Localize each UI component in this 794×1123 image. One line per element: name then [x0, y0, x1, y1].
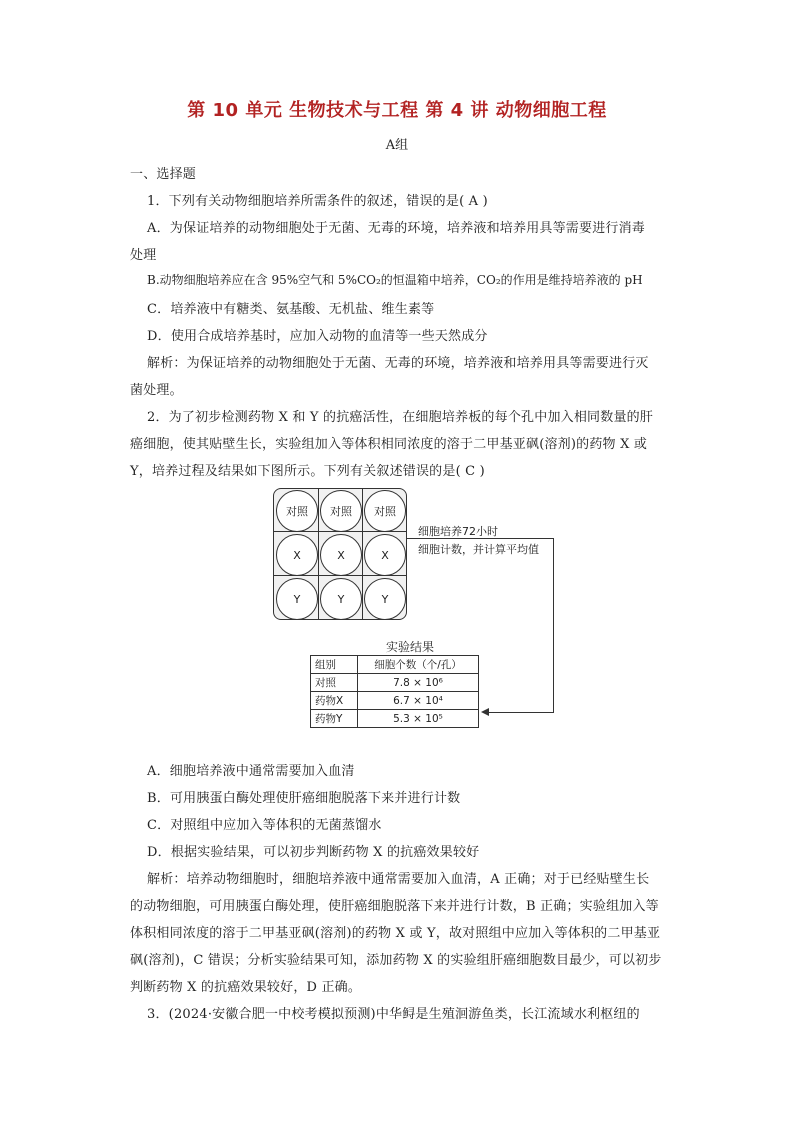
q1-option-b: B.动物细胞培养应在含 95%空气和 5%CO₂的恒温箱中培养，CO₂的作用是维持培养液的 pH [147, 273, 643, 287]
process-note-culture: 细胞培养72小时 [418, 525, 498, 538]
q2-stem: 2．为了初步检测药物 X 和 Y 的抗癌活性，在细胞培养板的每个孔中加入相同数量的肝 [147, 410, 654, 425]
table-cell: 对照 [311, 674, 358, 692]
well-y-1: Y [276, 578, 318, 620]
table-cell: 药物X [311, 692, 358, 710]
q2-analysis-cont-4: 判断药物 X 的抗癌效果较好，D 正确。 [130, 980, 362, 995]
well-y-2: Y [320, 578, 362, 620]
table-row [311, 710, 479, 728]
q2-option-c: C．对照组中应加入等体积的无菌蒸馏水 [147, 818, 382, 833]
process-line-left [488, 712, 554, 713]
table-header-row [311, 656, 479, 674]
result-table [310, 655, 479, 728]
well-x-3: X [364, 534, 406, 576]
table-header-cell: 组别 [311, 656, 358, 674]
well-control-3: 对照 [364, 490, 406, 532]
well-x-2: X [320, 534, 362, 576]
group-label: A组 [385, 138, 409, 153]
process-line-down [553, 538, 554, 712]
well-x-1: X [276, 534, 318, 576]
q1-option-d: D．使用合成培养基时，应加入动物的血清等一些天然成分 [147, 329, 488, 344]
q2-option-a: A．细胞培养液中通常需要加入血清 [147, 764, 355, 779]
process-line [407, 538, 553, 539]
experiment-figure [268, 486, 558, 741]
page-title: 第 10 单元 生物技术与工程 第 4 讲 动物细胞工程 [187, 100, 607, 121]
q2-option-d: D．根据实验结果，可以初步判断药物 X 的抗癌效果较好 [147, 845, 480, 860]
q2-stem-cont-1: 癌细胞，使其贴壁生长，实验组加入等体积相同浓度的溶于二甲基亚砜(溶剂)的药物 X 或 [130, 437, 648, 452]
well-control-1: 对照 [276, 490, 318, 532]
process-note-count: 细胞计数，并计算平均值 [418, 543, 539, 556]
result-title: 实验结果 [385, 640, 434, 654]
q1-option-a-cont: 处理 [130, 248, 157, 263]
q2-analysis-cont-1: 的动物细胞，可用胰蛋白酶处理，使肝癌细胞脱落下来并进行计数，B 正确；实验组加入等 [130, 899, 659, 914]
table-header-cell: 细胞个数（个/孔） [358, 656, 479, 674]
q1-option-c: C．培养液中有糖类、氨基酸、无机盐、维生素等 [147, 302, 435, 317]
q2-option-b: B．可用胰蛋白酶处理使肝癌细胞脱落下来并进行计数 [147, 791, 461, 806]
arrow-head-icon [481, 708, 489, 716]
well-control-2: 对照 [320, 490, 362, 532]
table-row [311, 692, 479, 710]
culture-plate [273, 488, 407, 620]
table-cell: 药物Y [311, 710, 358, 728]
q1-analysis: 解析：为保证培养的动物细胞处于无菌、无毒的环境，培养液和培养用具等需要进行灭 [147, 356, 649, 371]
q3-stem: 3．(2024·安徽合肥一中校考模拟预测)中华鲟是生殖洄游鱼类，长江流域水利枢纽的 [147, 1007, 640, 1022]
q2-analysis: 解析：培养动物细胞时，细胞培养液中通常需要加入血清，A 正确；对于已经贴壁生长 [147, 872, 650, 887]
q2-analysis-cont-2: 体积相同浓度的溶于二甲基亚砜(溶剂)的药物 X 或 Y，故对照组中应加入等体积的二甲基亚 [130, 926, 661, 941]
table-cell: 6.7 × 10⁴ [358, 692, 479, 710]
q1-stem: 1．下列有关动物细胞培养所需条件的叙述，错误的是( A ) [147, 194, 488, 209]
table-row [311, 674, 479, 692]
q1-analysis-cont: 菌处理。 [130, 383, 183, 398]
q2-stem-cont-2: Y，培养过程及结果如下图所示。下列有关叙述错误的是( C ) [130, 464, 485, 479]
q2-analysis-cont-3: 砜(溶剂)，C 错误；分析实验结果可知，添加药物 X 的实验组肝癌细胞数目最少，可以初步 [130, 953, 662, 968]
table-cell: 7.8 × 10⁶ [358, 674, 479, 692]
q1-option-a: A．为保证培养的动物细胞处于无菌、无毒的环境，培养液和培养用具等需要进行消毒 [147, 221, 645, 236]
well-y-3: Y [364, 578, 406, 620]
table-cell: 5.3 × 10⁵ [358, 710, 479, 728]
section-heading: 一、选择题 [130, 167, 197, 182]
